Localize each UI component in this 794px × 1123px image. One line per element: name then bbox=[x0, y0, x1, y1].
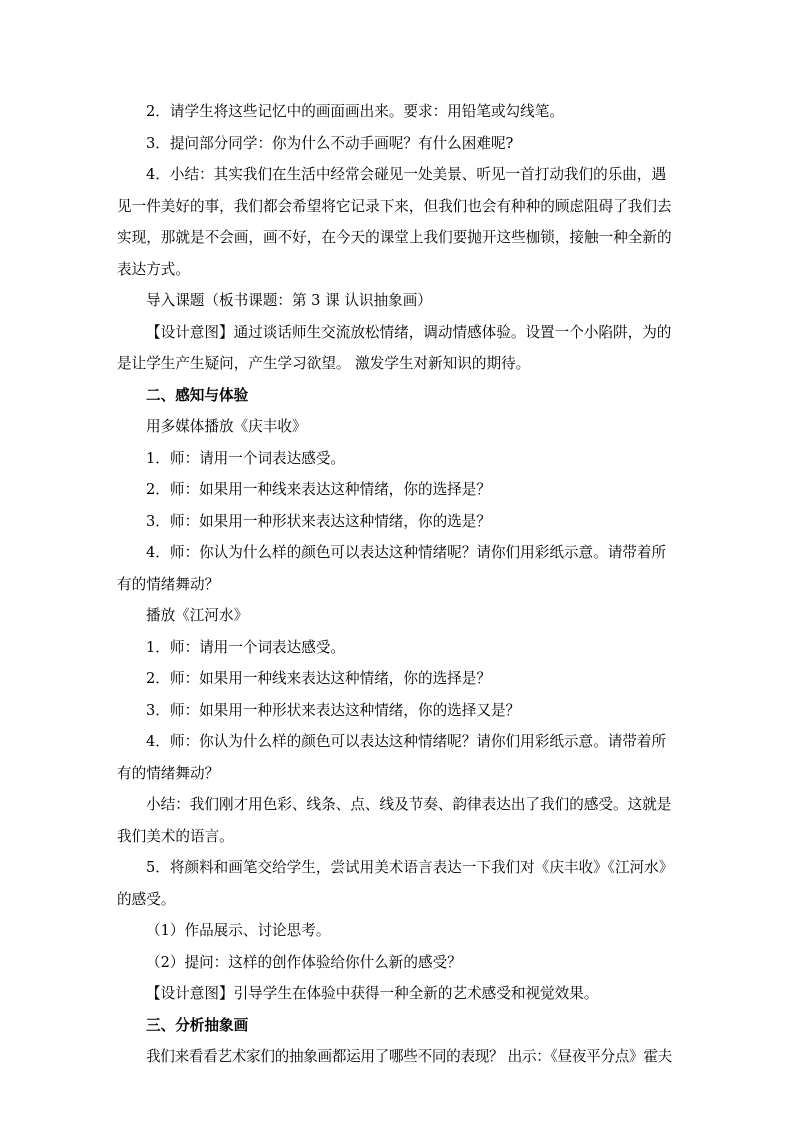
paragraph-design-intent-2: 【设计意图】引导学生在体验中获得一种全新的艺术感受和视觉效果。 bbox=[146, 985, 599, 1002]
paragraph-q4-b: 4．师：你认为什么样的颜色可以表达这种情绪呢？请你们用彩纸示意。请带着所有的情绪舞动？ bbox=[117, 733, 667, 782]
paragraph-q4-a: 4．师：你认为什么样的颜色可以表达这种情绪呢？请你们用彩纸示意。请带着所有的情绪舞动？ bbox=[117, 544, 667, 593]
paragraph-sub-1: （1）作品展示、讨论思考。 bbox=[146, 922, 331, 939]
document-page bbox=[117, 100, 677, 1077]
paragraph-summary: 4．小结：其实我们在生活中经常会碰见一处美景、听见一首打动我们的乐曲，遇见一件美好的事，我们都会希望将它记录下来，但我们也会有种种的顾虑阻碍了我们去实现，那就是不会画，画不好，在今天的课堂上我们要抛开这些枷锁，接触一种全新的表达方式。 bbox=[117, 166, 672, 278]
paragraph-summary-2: 小结：我们刚才用色彩、线条、点、线及节奏、韵律表达出了我们的感受。这就是我们美术的语言。 bbox=[117, 796, 672, 845]
paragraph-q1-b: 1．师：请用一个词表达感受。 bbox=[146, 638, 346, 656]
paragraph-step-2: 2．请学生将这些记忆中的画面画出来。要求：用铅笔或勾线笔。 bbox=[146, 103, 564, 120]
paragraph-lesson-title: 导入课题（板书课题：第 3 课 认识抽象画） bbox=[146, 292, 432, 309]
paragraph-q1-a: 1．师：请用一个词表达感受。 bbox=[146, 449, 346, 467]
section-heading-perception: 二、感知与体验 bbox=[146, 386, 249, 404]
section-heading-analysis: 三、分析抽象画 bbox=[146, 1016, 249, 1034]
paragraph-q3-a: 3．师：如果用一种形状来表达这种情绪，你的选是？ bbox=[146, 512, 491, 530]
paragraph-step-3: 3．提问部分同学：你为什么不动手画呢？有什么困难呢? bbox=[146, 134, 514, 152]
paragraph-play-qingfengshou: 用多媒体播放《庆丰收》 bbox=[146, 418, 307, 435]
paragraph-abstract-intro: 我们来看看艺术家们的抽象画都运用了哪些不同的表现？ 出示：《昼夜平分点》霍夫 bbox=[146, 1048, 672, 1065]
paragraph-design-intent-1: 【设计意图】通过谈话师生交流放松情绪，调动情感体验。设置一个小陷阱，为的是让学生产生疑问，产生学习欲望。 激发学生对新知识的期待。 bbox=[117, 323, 672, 372]
paragraph-play-jiangheshui: 播放《江河水》 bbox=[146, 607, 249, 624]
paragraph-q3-b: 3．师：如果用一种形状来表达这种情绪，你的选择又是？ bbox=[146, 701, 521, 719]
paragraph-q2-a: 2．师：如果用一种线来表达这种情绪，你的选择是？ bbox=[146, 481, 491, 498]
paragraph-q2-b: 2．师：如果用一种线来表达这种情绪，你的选择是？ bbox=[146, 670, 491, 687]
paragraph-step-5: 5．将颜料和画笔交给学生，尝试用美术语言表达一下我们对《庆丰收》《江河水》的感受。 bbox=[117, 859, 674, 908]
paragraph-sub-2: （2）提问：这样的创作体验给你什么新的感受？ bbox=[146, 953, 462, 971]
